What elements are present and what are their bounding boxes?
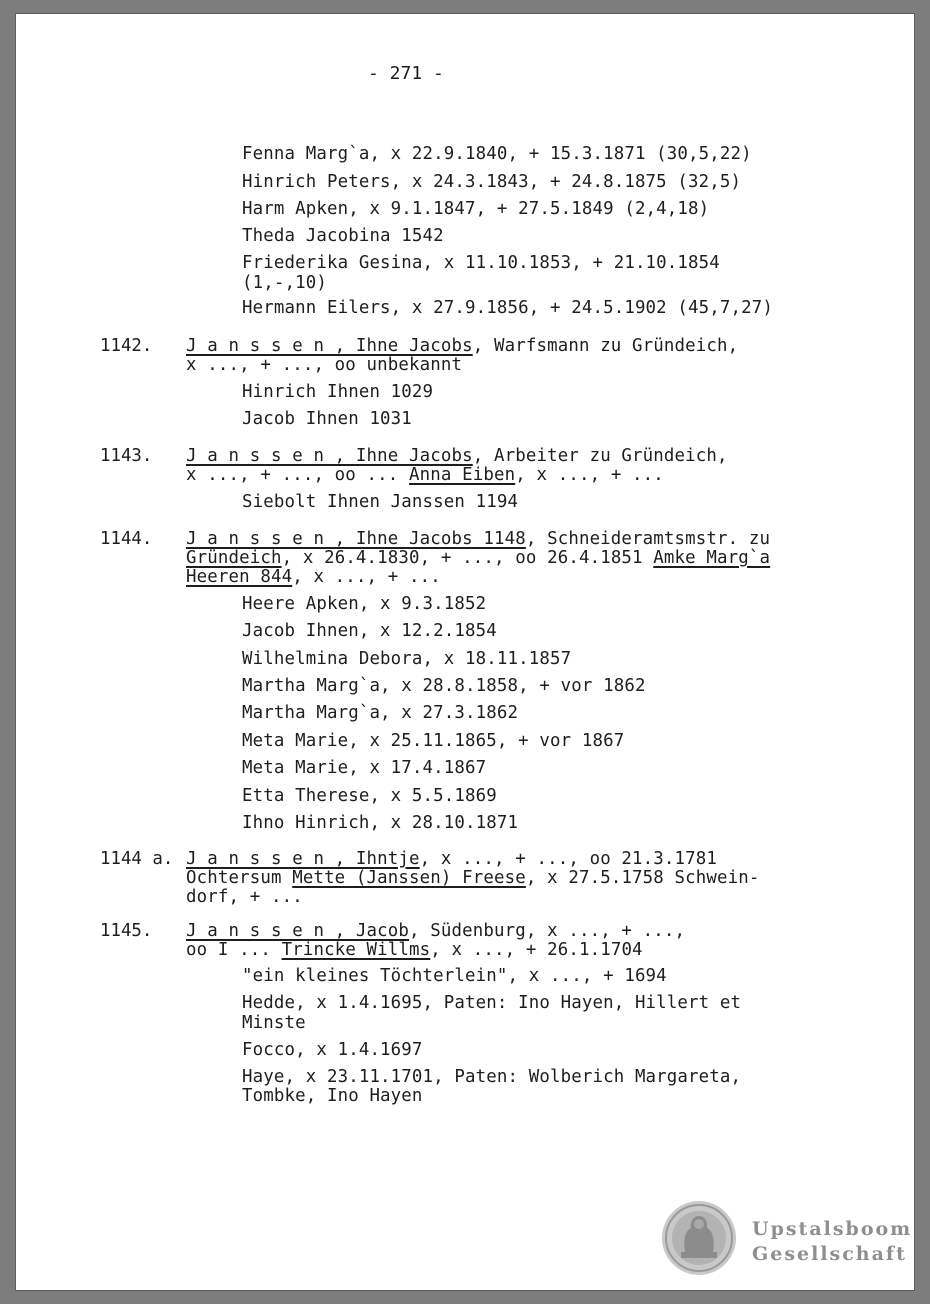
entry-text: x ..., + ..., oo ...: [186, 465, 410, 485]
entry-text: , Schneideramtsmstr. zu: [525, 529, 771, 549]
entry-text: Ochtersum: [186, 868, 293, 888]
entry-line: [186, 868, 760, 888]
entry-line: x ..., + ..., oo unbekannt: [186, 355, 463, 375]
child-line: Hinrich Peters, x 24.3.1843, + 24.8.1875 (32,5): [242, 172, 742, 192]
child-line: Wilhelmina Debora, x 18.11.1857: [242, 649, 572, 669]
child-line: Theda Jacobina 1542: [242, 226, 444, 246]
spouse-name: Trincke Willms: [281, 940, 431, 960]
child-line: Minste: [242, 1013, 306, 1033]
child-line: Heere Apken, x 9.3.1852: [242, 594, 487, 614]
entry-text: , Südenburg, x ..., + ...,: [409, 921, 686, 941]
child-line: "ein kleines Töchterlein", x ..., + 1694: [242, 966, 667, 986]
entry-header: [186, 446, 728, 466]
spouse-name: Amke Marg`a: [653, 548, 771, 568]
entry-header: [186, 529, 770, 549]
entry-place: Gründeich: [186, 548, 282, 568]
spouse-name: Mette (Janssen) Freese: [292, 868, 526, 888]
child-line: Friederika Gesina, x 11.10.1853, + 21.10.1854: [242, 253, 720, 273]
entry-text: , x 27.5.1758 Schwein-: [525, 868, 760, 888]
entry-text: , x 26.4.1830, + ..., oo 26.4.1851: [281, 548, 654, 568]
child-line: (1,-,10): [242, 273, 327, 293]
entry-number: 1142.: [100, 336, 153, 356]
child-line: Meta Marie, x 25.11.1865, + vor 1867: [242, 731, 625, 751]
page-number: - 271 -: [368, 63, 444, 84]
society-name-line1: Upstalsboom: [752, 1218, 913, 1240]
document-page: [16, 14, 914, 1290]
entry-text: , x ..., + 26.1.1704: [430, 940, 643, 960]
child-line: Haye, x 23.11.1701, Paten: Wolberich Margareta,: [242, 1067, 742, 1087]
spouse-name: Heeren 844: [186, 567, 293, 587]
entry-name: J a n s s e n , Ihne Jacobs: [186, 336, 473, 356]
entry-header: [186, 921, 685, 941]
entry-line: [186, 940, 643, 960]
child-line: Jacob Ihnen, x 12.2.1854: [242, 621, 497, 641]
child-line: Hermann Eilers, x 27.9.1856, + 24.5.1902 (45,7,27): [242, 298, 774, 318]
entry-header: [186, 336, 738, 356]
child-line: Siebolt Ihnen Janssen 1194: [242, 492, 519, 512]
entry-name: J a n s s e n , Ihntje: [186, 849, 420, 869]
child-line: Etta Therese, x 5.5.1869: [242, 786, 497, 806]
entry-text: oo I ...: [186, 940, 282, 960]
entry-text: , Warfsmann zu Gründeich,: [472, 336, 739, 356]
entry-name: J a n s s e n , Ihne Jacobs: [186, 446, 473, 466]
entry-number: 1144.: [100, 529, 153, 549]
entry-number: 1145.: [100, 921, 153, 941]
child-line: Martha Marg`a, x 28.8.1858, + vor 1862: [242, 676, 646, 696]
entry-text: , Arbeiter zu Gründeich,: [472, 446, 728, 466]
child-line: Martha Marg`a, x 27.3.1862: [242, 703, 519, 723]
society-seal-icon: [661, 1200, 737, 1276]
entry-line: [186, 567, 441, 587]
entry-text: , x ..., + ...: [292, 567, 441, 587]
entry-header: [186, 849, 717, 869]
entry-name: J a n s s e n , Ihne Jacobs 1148: [186, 529, 526, 549]
child-line: Meta Marie, x 17.4.1867: [242, 758, 487, 778]
child-line: Ihno Hinrich, x 28.10.1871: [242, 813, 519, 833]
child-line: Hinrich Ihnen 1029: [242, 382, 434, 402]
child-line: Tombke, Ino Hayen: [242, 1086, 423, 1106]
child-line: Jacob Ihnen 1031: [242, 409, 412, 429]
society-name-line2: Gesellschaft: [752, 1243, 907, 1265]
entry-text: , x ..., + ...: [515, 465, 664, 485]
entry-line: [186, 548, 770, 568]
child-line: Focco, x 1.4.1697: [242, 1040, 423, 1060]
child-line: Harm Apken, x 9.1.1847, + 27.5.1849 (2,4,18): [242, 199, 710, 219]
entry-name: J a n s s e n , Jacob: [186, 921, 410, 941]
child-line: Fenna Marg`a, x 22.9.1840, + 15.3.1871 (30,5,22): [242, 144, 752, 164]
entry-line: [186, 465, 664, 485]
entry-text: , x ..., + ..., oo 21.3.1781: [419, 849, 718, 869]
entry-number: 1144 a.: [100, 849, 174, 869]
entry-line: dorf, + ...: [186, 887, 303, 907]
child-line: Hedde, x 1.4.1695, Paten: Ino Hayen, Hillert et: [242, 993, 742, 1013]
entry-number: 1143.: [100, 446, 153, 466]
spouse-name: Anna Eiben: [409, 465, 516, 485]
